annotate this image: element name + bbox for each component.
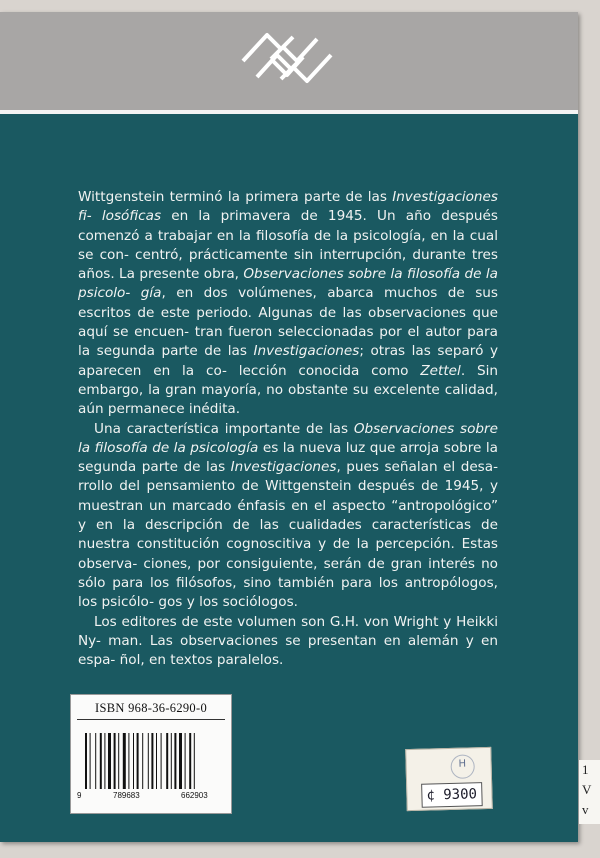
barcode-bar <box>128 733 129 789</box>
barcode-bar <box>151 733 153 789</box>
barcode-bar <box>142 733 143 789</box>
stamp-mark: H <box>458 758 467 770</box>
barcode-bar <box>174 733 176 789</box>
barcode-bar <box>166 733 168 789</box>
barcode-bar <box>161 733 162 789</box>
barcode-bar <box>85 733 87 789</box>
barcode-bar <box>114 733 116 789</box>
barcode-bar <box>171 733 172 789</box>
barcode-bar <box>100 733 102 789</box>
side-library-label <box>578 760 600 824</box>
barcode-bar <box>133 733 134 789</box>
top-gray-band <box>0 12 578 110</box>
barcode-bar <box>108 733 111 789</box>
barcode-bar <box>137 733 139 789</box>
barcode-bar <box>156 733 157 789</box>
side-label-line-1: 1 <box>582 762 589 777</box>
barcode-bar <box>185 733 186 789</box>
barcode-icon <box>85 733 221 789</box>
barcode-bar <box>189 733 191 789</box>
barcode-bar <box>123 733 126 789</box>
description-text <box>78 188 498 670</box>
side-label-line-3: v <box>582 802 589 817</box>
barcode-digit-prefix: 9 <box>77 791 82 800</box>
barcode-bar <box>118 733 119 789</box>
paragraph-2: Una característica importante de las Observaciones sobre la filosofía de la psicología es la nueva luz que arroja sobre la segunda parte de las Investigaciones, pues señalan el desa- rrollo del pensamiento de Wittgenstein después de 1945, y muestran un marcado énfasis en el aspecto “antropológico” y en la descripción de las cualidades características de nuestra constitución cognoscitiva y de la percepción. Estas observa- ciones, por consiguiente, serán de gran interés no sólo para los filósofos, sino también para los antropólogos, los psicólo- gos y los sociólogos. <box>78 420 498 611</box>
side-label-line-2: V <box>582 782 592 797</box>
interlocked-hands-logo <box>237 25 337 91</box>
isbn-barcode-label <box>70 694 232 814</box>
isbn-divider <box>77 719 225 720</box>
price-sticker <box>405 747 493 811</box>
barcode-bar <box>194 733 195 789</box>
barcode-bar <box>104 733 105 789</box>
paragraph-1: Wittgenstein terminó la primera parte de las Investigaciones fi- losóficas en la primavera de 1945. Un año después comenzó a trabajar en la filosofía de la psicología, en la cual se con- centró, prácticamente sin interrupción, durante tres años. La presente obra, Observaciones sobre la filosofía de la psicolo- gía, en dos volúmenes, abarca muchos de sus escritos de este periodo. Algunas de las observaciones que aquí se encuen- tran fueron seleccionadas por el autor para la segunda parte de las Investigaciones; otras las separó y aparecen en la co- lección conocida como Zettel. Sin embargo, la gran mayoría, no obstante su excelente calidad, aún permanece inédita. <box>78 189 498 418</box>
barcode-bar <box>90 733 91 789</box>
barcode-bar <box>95 733 96 789</box>
isbn-number: ISBN 968-36-6290-0 <box>95 701 207 715</box>
price-tag: ¢ 9300 <box>421 782 482 808</box>
book-back-cover <box>0 12 578 842</box>
barcode-digits-right: 662903 <box>181 791 208 800</box>
barcode-digits-left: 789683 <box>113 791 140 800</box>
barcode-bar <box>148 733 149 789</box>
barcode-bar <box>179 733 182 789</box>
paragraph-3: Los editores de este volumen son G.H. von Wright y Heikki Ny- man. Las observaciones se presentan en alemán y en espa- ñol, en textos paralelos. <box>78 613 498 669</box>
white-stripe <box>0 110 578 114</box>
